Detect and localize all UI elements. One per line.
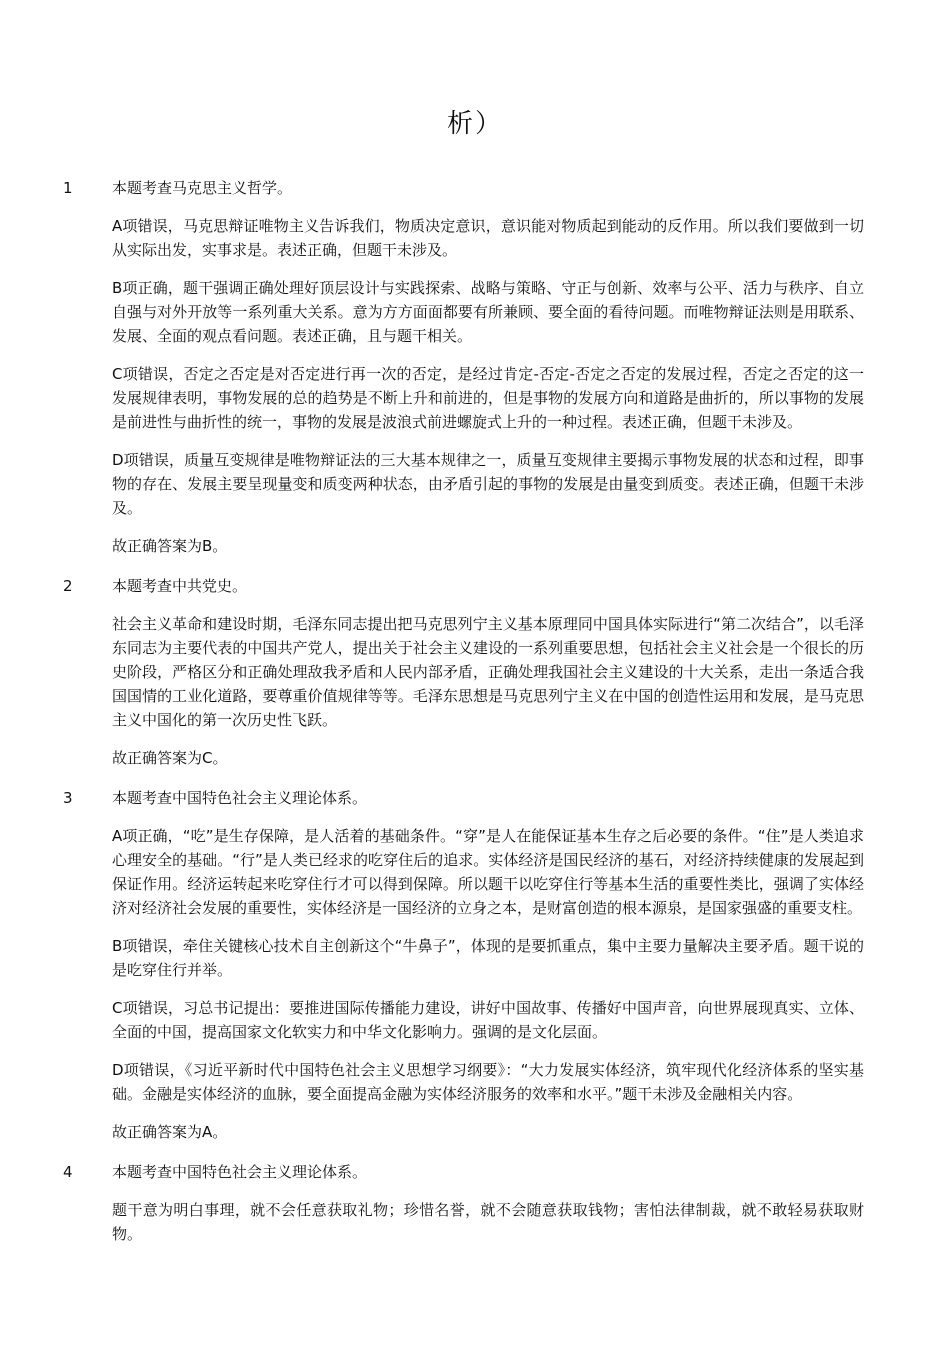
option-b-analysis: B项错误，牵住关键核心技术自主创新这个“牛鼻子”，体现的是要抓重点，集中主要力量解决主要矛盾。题干说的是吃穿住行并举。 (112, 937, 864, 979)
question-header (0, 574, 950, 598)
page-title: 析） (446, 109, 503, 139)
question-header (0, 176, 950, 200)
question-number: 1 (63, 179, 73, 197)
question-3 (0, 786, 950, 1144)
question-header (0, 1160, 950, 1184)
question-1 (0, 176, 950, 558)
question-number: 4 (63, 1163, 73, 1181)
option-c-analysis: C项错误，习总书记提出：要推进国际传播能力建设，讲好中国故事、传播好中国声音，向世界展现真实、立体、全面的中国，提高国家文化软实力和中华文化影响力。强调的是文化层面。 (112, 999, 864, 1041)
option-c-analysis: C项错误，否定之否定是对否定进行再一次的否定，是经过肯定-否定-否定之否定的发展过程，否定之否定的这一发展规律表明，事物发展的总的趋势是不断上升和前进的，但是事物的发展方向和道路是曲折的，所以事物的发展是前进性与曲折性的统一，事物的发展是波浪式前进螺旋式上升的一种过程。表述正确，但题干未涉及。 (112, 365, 864, 431)
answer-list (0, 176, 950, 1260)
option-d-analysis: D项错误，《习近平新时代中国特色社会主义思想学习纲要》：“大力发展实体经济，筑牢现代化经济体系的坚实基础。金融是实体经济的血脉，要全面提高金融为实体经济服务的效率和水平。”题干未涉及金融相关内容。 (112, 1061, 864, 1103)
option-a-analysis: A项正确，“吃”是生存保障，是人活着的基础条件。“穿”是人在能保证基本生存之后必要的条件。“住”是人类追求心理安全的基础。“行”是人类已经求的吃穿住后的追求。实体经济是国民经济的基石，对经济持续健康的发展起到保证作用。经济运转起来吃穿住行才可以得到保障。所以题干以吃穿住行等基本生活的重要性类比，强调了实体经济对经济社会发展的重要性，实体经济是一国经济的立身之本，是财富创造的根本源泉，是国家强盛的重要支柱。 (112, 827, 864, 917)
question-2 (0, 574, 950, 770)
question-number: 2 (63, 577, 73, 595)
question-4 (0, 1160, 950, 1246)
correct-answer: 故正确答案为A。 (112, 1123, 228, 1141)
option-d-analysis: D项错误，质量互变规律是唯物辩证法的三大基本规律之一，质量互变规律主要揭示事物发展的状态和过程，即事物的存在、发展主要呈现量变和质变两种状态，由矛盾引起的事物的发展是由量变到质变。表述正确，但题干未涉及。 (112, 451, 864, 517)
correct-answer: 故正确答案为B。 (112, 537, 228, 555)
correct-answer: 故正确答案为C。 (112, 749, 228, 767)
explanation-paragraph: 社会主义革命和建设时期，毛泽东同志提出把马克思列宁主义基本原理同中国具体实际进行“第二次结合”，以毛泽东同志为主要代表的中国共产党人，提出关于社会主义建设的一系列重要思想，包括社会主义社会是一个很长的历史阶段，严格区分和正确处理敌我矛盾和人民内部矛盾，正确处理我国社会主义建设的十大关系，走出一条适合我国国情的工业化道路，要尊重价值规律等等。毛泽东思想是马克思列宁主义在中国的创造性运用和发展，是马克思主义中国化的第一次历史性飞跃。 (112, 615, 864, 729)
question-topic: 本题考查马克思主义哲学。 (112, 179, 293, 197)
option-a-analysis: A项错误，马克思辩证唯物主义告诉我们，物质决定意识，意识能对物质起到能动的反作用。所以我们要做到一切从实际出发，实事求是。表述正确，但题干未涉及。 (112, 217, 864, 259)
question-header (0, 786, 950, 810)
question-topic: 本题考查中共党史。 (112, 577, 248, 595)
question-topic: 本题考查中国特色社会主义理论体系。 (112, 789, 368, 807)
option-b-analysis: B项正确，题干强调正确处理好顶层设计与实践探索、战略与策略、守正与创新、效率与公平、活力与秩序、自立自强与对外开放等一系列重大关系。意为方方面面都要有所兼顾、要全面的看待问题。而唯物辩证法则是用联系、发展、全面的观点看问题。表述正确，且与题干相关。 (112, 279, 864, 345)
explanation-paragraph: 题干意为明白事理，就不会任意获取礼物；珍惜名誉，就不会随意获取钱物；害怕法律制裁，就不敢轻易获取财物。 (112, 1201, 864, 1243)
question-number: 3 (63, 789, 73, 807)
question-topic: 本题考查中国特色社会主义理论体系。 (112, 1163, 368, 1181)
